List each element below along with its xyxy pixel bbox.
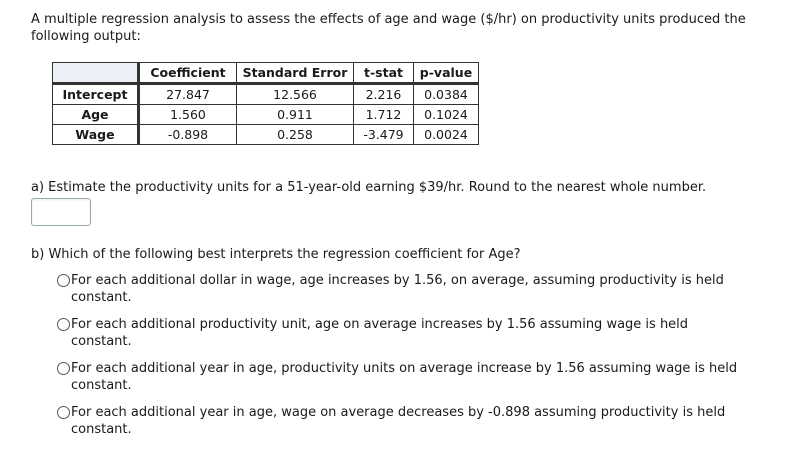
table-cell: 12.566: [237, 84, 354, 105]
table-cell: 1.712: [354, 105, 414, 125]
table-header-row: [53, 63, 479, 84]
option-4-line2: constant.: [71, 422, 132, 437]
option-3-line2: constant.: [71, 378, 132, 393]
question-b: b) Which of the following best interprets the regression coefficient for Age?: [31, 247, 521, 262]
header-t-stat: t-stat: [354, 63, 414, 84]
option-2[interactable]: [57, 316, 747, 350]
option-3[interactable]: [57, 360, 747, 394]
table-cell: 27.847: [139, 84, 237, 105]
option-1-line1: For each additional dollar in wage, age increases by 1.56, on average, assuming productivity is held: [71, 273, 724, 288]
option-1-line2: constant.: [71, 290, 132, 305]
answer-a-input[interactable]: [31, 198, 91, 226]
header-standard-error: Standard Error: [237, 63, 354, 84]
table-row: [53, 125, 479, 145]
table-cell: -0.898: [139, 125, 237, 145]
table-cell: 0.911: [237, 105, 354, 125]
problem-intro: A multiple regression analysis to assess the effects of age and wage ($/hr) on productivity units produced the following output:: [31, 12, 746, 44]
option-3-line1: For each additional year in age, productivity units on average increase by 1.56 assuming wage is held: [71, 361, 738, 376]
row-label-age: Age: [53, 105, 139, 125]
radio-button[interactable]: [57, 362, 70, 375]
option-2-line1: For each additional productivity unit, age on average increases by 1.56 assuming wage is held: [71, 317, 689, 332]
radio-button[interactable]: [57, 406, 70, 419]
question-a: a) Estimate the productivity units for a 51-year-old earning $39/hr. Round to the nearest whole number.: [31, 180, 707, 195]
row-label-wage: Wage: [53, 125, 139, 145]
table-corner: [53, 63, 139, 84]
table-cell: 0.1024: [414, 105, 479, 125]
option-4[interactable]: [57, 404, 747, 438]
radio-button[interactable]: [57, 318, 70, 331]
header-coefficient: Coefficient: [139, 63, 237, 84]
option-4-line1: For each additional year in age, wage on average decreases by -0.898 assuming productivity is held: [71, 405, 726, 420]
header-p-value: p-value: [414, 63, 479, 84]
table-row: [53, 84, 479, 105]
table-cell: 2.216: [354, 84, 414, 105]
table-cell: -3.479: [354, 125, 414, 145]
table-row: [53, 105, 479, 125]
table-cell: 0.0384: [414, 84, 479, 105]
radio-button[interactable]: [57, 274, 70, 287]
table-cell: 0.258: [237, 125, 354, 145]
table-cell: 1.560: [139, 105, 237, 125]
regression-output-table: [52, 62, 479, 145]
option-2-line2: constant.: [71, 334, 132, 349]
row-label-intercept: Intercept: [53, 84, 139, 105]
option-1[interactable]: [57, 272, 747, 306]
table-cell: 0.0024: [414, 125, 479, 145]
